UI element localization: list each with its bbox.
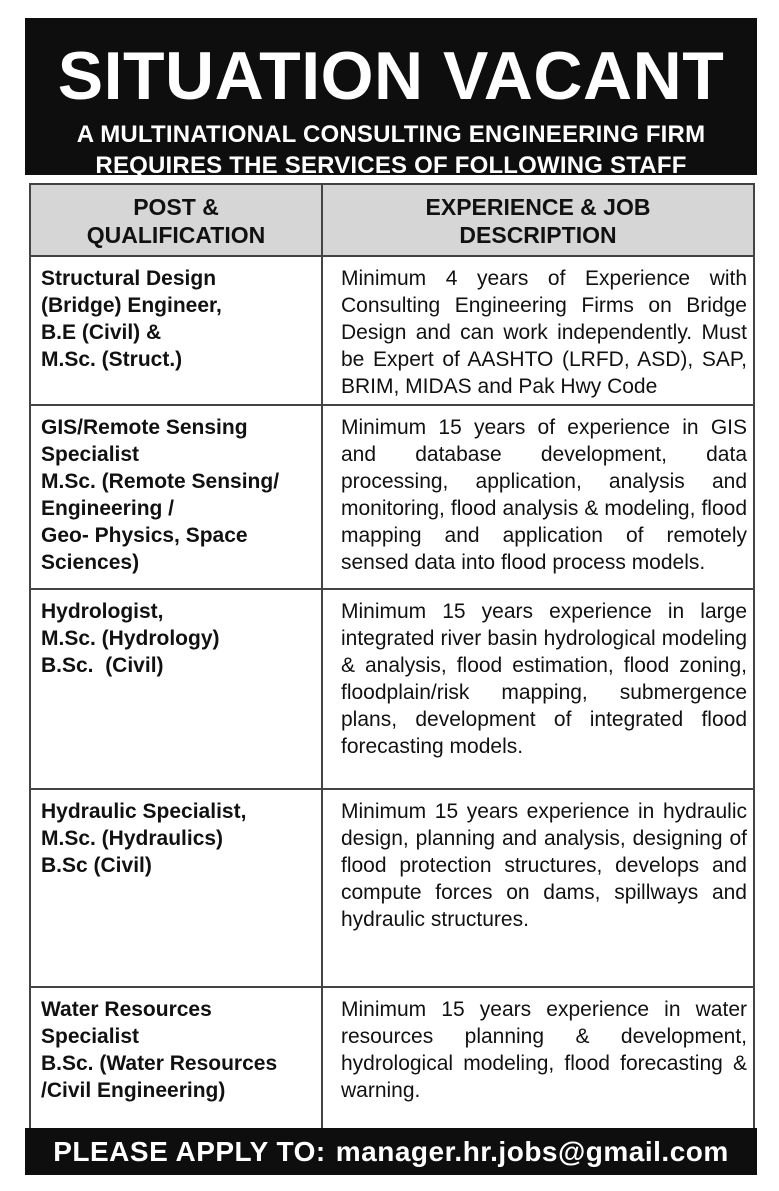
post-qualification-cell: Hydrologist, M.Sc. (Hydrology) B.Sc. (Civil) [30, 589, 322, 789]
apply-label: PLEASE APPLY TO: [53, 1136, 326, 1167]
footer-banner [25, 1128, 757, 1175]
column-header-post: POST & QUALIFICATION [30, 184, 322, 256]
subtitle-line-1: A MULTINATIONAL CONSULTING ENGINEERING FIRM [76, 121, 706, 148]
post-qualification-cell: Water Resources Specialist B.Sc. (Water Resources /Civil Engineering) [30, 987, 322, 1135]
table-row [30, 789, 754, 987]
ad-subtitle [25, 119, 757, 181]
subtitle-line-2: REQUIRES THE SERVICES OF FOLLOWING STAFF [95, 152, 687, 179]
positions-table [29, 183, 755, 1136]
column-header-experience: EXPERIENCE & JOB DESCRIPTION [322, 184, 754, 256]
header-banner [25, 18, 757, 179]
table-row [30, 256, 754, 405]
table-row [30, 405, 754, 589]
job-description-cell: Minimum 15 years experience in large integrated river basin hydrological modeling & analysis, flood estimation, flood zoning, floodplain/risk mapping, submergence plans, development of integrated flood forecasting models. [322, 589, 754, 789]
job-description-cell: Minimum 4 years of Experience with Consulting Engineering Firms on Bridge Design and can work independently. Must be Expert of AASHTO (LRFD, ASD), SAP, BRIM, MIDAS and Pak Hwy Code [322, 256, 754, 405]
job-description-cell: Minimum 15 years of experience in GIS and database development, data processing, application, analysis and monitoring, flood analysis & modeling, flood mapping and application of remotely sensed data into flood process models. [322, 405, 754, 589]
ad-title: SITUATION VACANT [57, 38, 725, 114]
apply-email: manager.hr.jobs@gmail.com [335, 1136, 729, 1167]
table-header-row [30, 184, 754, 256]
table-row [30, 589, 754, 789]
job-description-cell: Minimum 15 years experience in hydraulic design, planning and analysis, designing of flood protection structures, develops and compute forces on dams, spillways and hydraulic structures. [322, 789, 754, 987]
post-qualification-cell: Structural Design (Bridge) Engineer, B.E (Civil) & M.Sc. (Struct.) [30, 256, 322, 405]
job-description-cell: Minimum 15 years experience in water resources planning & development, hydrological modeling, flood forecasting & warning. [322, 987, 754, 1135]
post-qualification-cell: GIS/Remote Sensing Specialist M.Sc. (Remote Sensing/ Engineering / Geo- Physics, Space Sciences) [30, 405, 322, 589]
table-row [30, 987, 754, 1135]
post-qualification-cell: Hydraulic Specialist, M.Sc. (Hydraulics) B.Sc (Civil) [30, 789, 322, 987]
